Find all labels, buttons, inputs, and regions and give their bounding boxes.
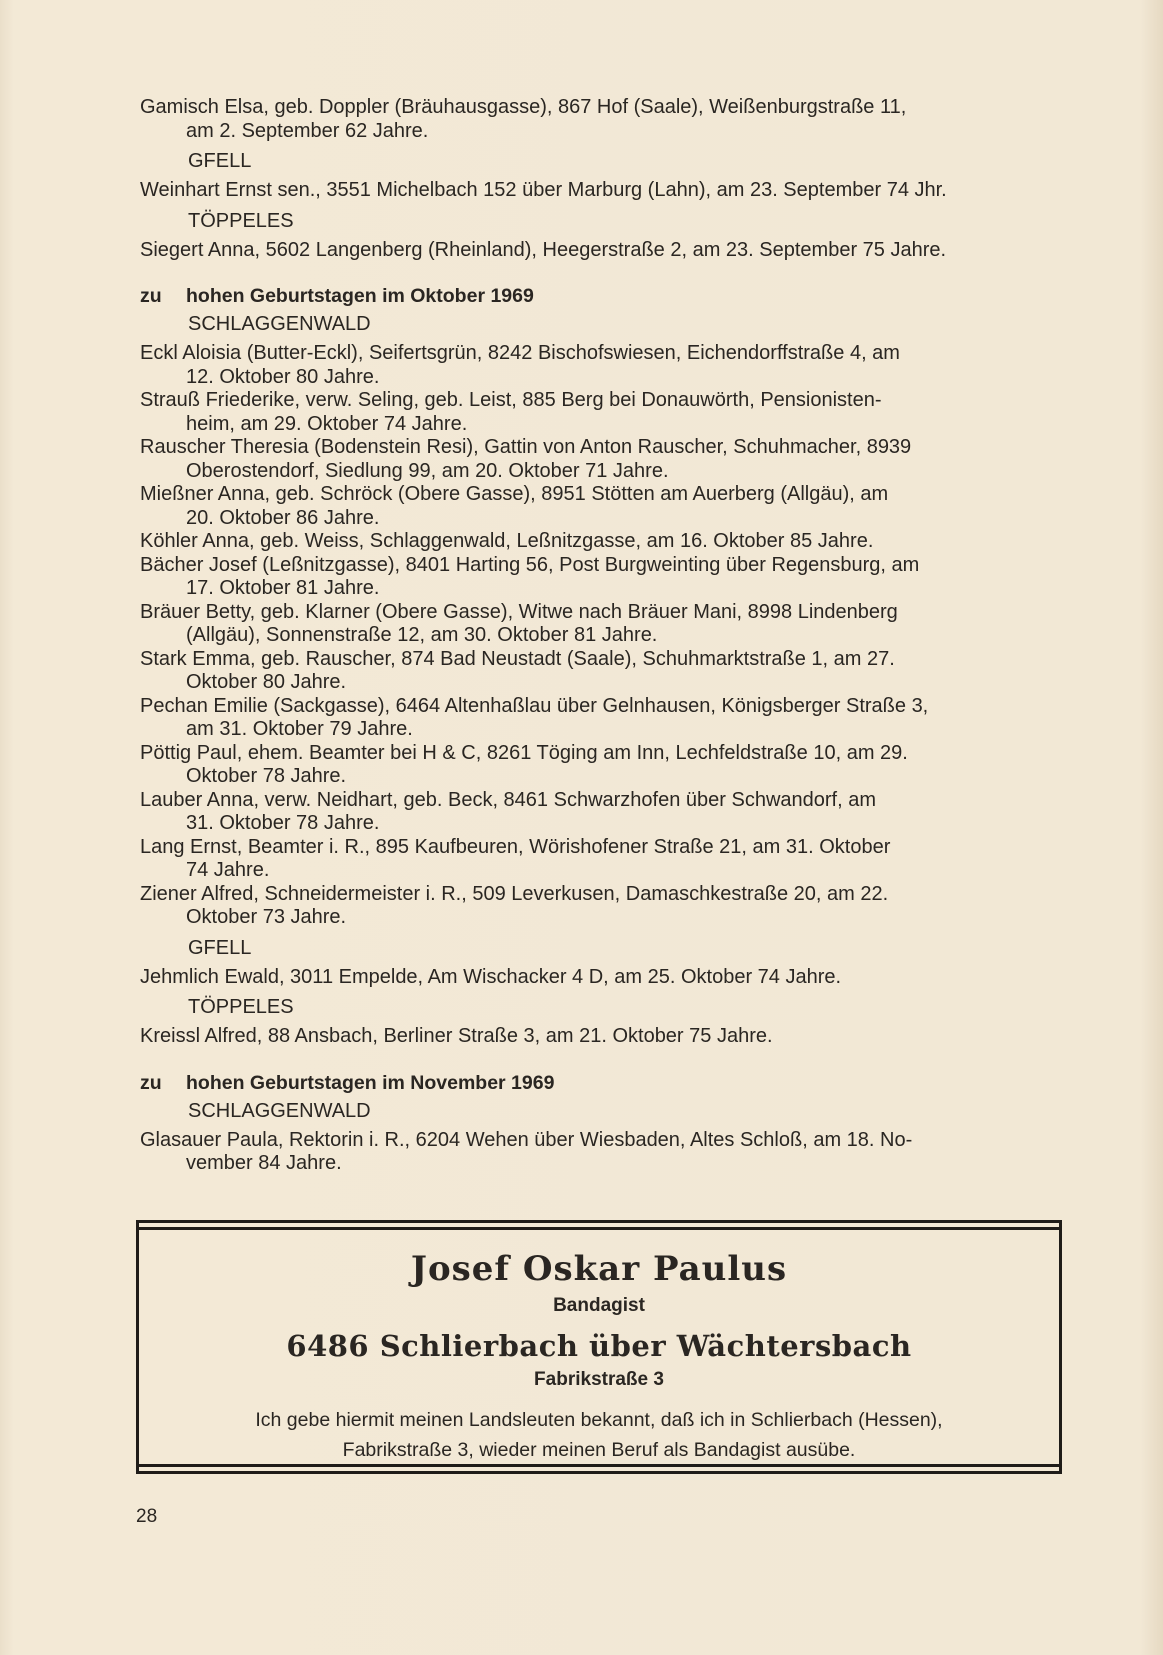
list-item: Lang Ernst, Beamter i. R., 895 Kaufbeuren, Wörishofener Straße 21, am 31. Oktober 74 Jahre.	[140, 835, 891, 881]
list-item: Eckl Aloisia (Butter-Eckl), Seifertsgrün, 8242 Bischofswiesen, Eichendorffstraße 4, am 12. Oktober 80 Jahre.	[140, 342, 900, 388]
list-item: Glasauer Paula, Rektorin i. R., 6204 Wehen über Wiesbaden, Altes Schloß, am 18. No- vember 84 Jahre.	[140, 1128, 913, 1174]
ad-profession: Bandagist	[553, 1295, 645, 1316]
ad-address: 6486 Schlierbach über Wächtersbach	[286, 1329, 912, 1363]
list-item: Pöttig Paul, ehem. Beamter bei H & C, 8261 Töging am Inn, Lechfeldstraße 10, am 29. Oktober 78 Jahre.	[140, 741, 908, 787]
list-item: Rauscher Theresia (Bodenstein Resi), Gattin von Anton Rauscher, Schuhmacher, 8939 Oberostendorf, Siedlung 99, am 20. Oktober 71 Jahre.	[140, 436, 912, 482]
list-item: Mießner Anna, geb. Schröck (Obere Gasse), 8951 Stötten am Auerberg (Allgäu), am 20. Oktober 86 Jahre.	[140, 483, 889, 529]
ad-text: Ich gebe hiermit meinen Landsleuten bekannt, daß ich in Schlierbach (Hessen), Fabrikstraße 3, wieder meinen Beruf als Bandagist ausübe.	[255, 1409, 943, 1461]
ad-top-rule	[139, 1227, 1059, 1230]
town-heading: TÖPPELES	[188, 209, 294, 232]
town-heading: GFELL	[188, 150, 252, 172]
list-item: Gamisch Elsa, geb. Doppler (Bräuhausgasse), 867 Hof (Saale), Weißenburgstraße 11, am 2. September 62 Jahre.	[140, 96, 907, 142]
month-heading: zu hohen Geburtstagen im November 1969	[140, 1071, 555, 1094]
list-item: Köhler Anna, geb. Weiss, Schlaggenwald, Leßnitzgasse, am 16. Oktober 85 Jahre.	[140, 530, 874, 552]
list-item: Kreissl Alfred, 88 Ansbach, Berliner Straße 3, am 21. Oktober 75 Jahre.	[140, 1025, 773, 1047]
list-item: Strauß Friederike, verw. Seling, geb. Leist, 885 Berg bei Donauwörth, Pensionisten- heim, am 29. Oktober 74 Jahre.	[140, 389, 882, 435]
list-item: Ziener Alfred, Schneidermeister i. R., 509 Leverkusen, Damaschkestraße 20, am 22. Oktober 73 Jahre.	[140, 882, 889, 928]
list-item: Stark Emma, geb. Rauscher, 874 Bad Neustadt (Saale), Schuhmarktstraße 1, am 27. Oktober 80 Jahre.	[140, 647, 895, 693]
advertisement-box	[136, 1220, 1062, 1474]
ad-bottom-rule	[139, 1464, 1059, 1467]
list-item: Siegert Anna, 5602 Langenberg (Rheinland), Heegerstraße 2, am 23. September 75 Jahre.	[140, 238, 947, 261]
town-heading: TÖPPELES	[188, 996, 294, 1018]
list-item: Lauber Anna, verw. Neidhart, geb. Beck, 8461 Schwarzhofen über Schwandorf, am 31. Oktober 78 Jahre.	[140, 788, 876, 834]
list-item: Bächer Josef (Leßnitzgasse), 8401 Harting 56, Post Burgweinting über Regensburg, am 17. Oktober 81 Jahre.	[140, 553, 920, 599]
list-item: Pechan Emilie (Sackgasse), 6464 Altenhaßlau über Gelnhausen, Königsberger Straße 3, am 31. Oktober 79 Jahre.	[140, 694, 929, 740]
list-item: Bräuer Betty, geb. Klarner (Obere Gasse), Witwe nach Bräuer Mani, 8998 Lindenberg (Allgäu), Sonnenstraße 12, am 30. Oktober 81 Jahre.	[140, 600, 898, 646]
list-item: Jehmlich Ewald, 3011 Empelde, Am Wischacker 4 D, am 25. Oktober 74 Jahre.	[140, 965, 842, 988]
month-heading: zu hohen Geburtstagen im Oktober 1969	[140, 285, 534, 307]
ad-street: Fabrikstraße 3	[534, 1369, 664, 1390]
town-heading: SCHLAGGENWALD	[188, 313, 371, 335]
page-number: 28	[136, 1506, 158, 1527]
oktober-entries	[140, 342, 1070, 930]
town-heading: GFELL	[188, 936, 252, 959]
town-heading: SCHLAGGENWALD	[188, 1099, 371, 1122]
ad-name: Josef Oskar Paulus	[410, 1249, 788, 1289]
birthday-list	[140, 96, 1070, 1176]
list-item: Weinhart Ernst sen., 3551 Michelbach 152 über Marburg (Lahn), am 23. September 74 Jhr.	[140, 179, 947, 201]
